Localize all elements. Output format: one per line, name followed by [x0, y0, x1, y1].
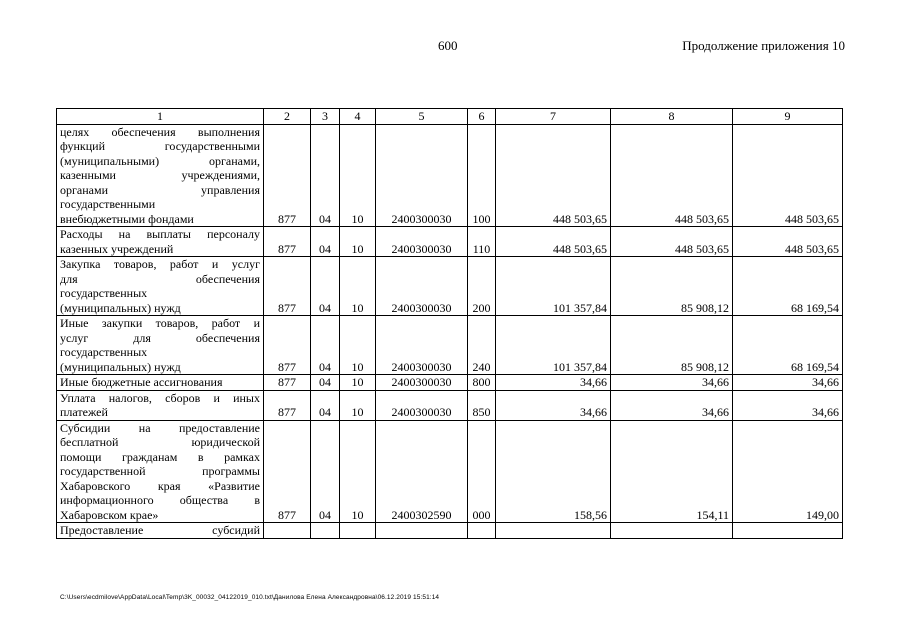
cell-col-5: 2400302590	[376, 420, 468, 523]
cell-col-9	[733, 523, 843, 539]
cell-col-9: 34,66	[733, 390, 843, 420]
row-name-line: бесплатной юридической	[60, 435, 260, 449]
cell-col-8: 34,66	[611, 375, 733, 391]
cell-col-9: 68 169,54	[733, 316, 843, 375]
cell-col-3: 04	[311, 316, 340, 375]
cell-col-3	[311, 523, 340, 539]
row-name-line: государственными	[60, 197, 156, 211]
budget-table	[56, 108, 843, 539]
cell-col-6: 110	[468, 227, 496, 257]
cell-col-4: 10	[340, 257, 376, 316]
cell-col-9: 68 169,54	[733, 257, 843, 316]
row-name-line: платежей	[60, 405, 108, 419]
table-row	[57, 420, 843, 523]
row-name-line: Расходы на выплаты персоналу	[60, 227, 260, 241]
column-header-4: 4	[340, 109, 376, 125]
table-row	[57, 227, 843, 257]
cell-col-4: 10	[340, 316, 376, 375]
cell-col-6: 100	[468, 124, 496, 227]
cell-col-7: 158,56	[496, 420, 611, 523]
cell-col-3: 04	[311, 420, 340, 523]
cell-col-8	[611, 523, 733, 539]
column-header-1: 1	[57, 109, 264, 125]
cell-col-8: 448 503,65	[611, 227, 733, 257]
row-name-cell	[57, 257, 264, 316]
cell-col-7: 448 503,65	[496, 227, 611, 257]
row-name-line: внебюджетными фондами	[60, 211, 194, 226]
row-name-line: государственных	[60, 345, 148, 359]
row-name-line: для обеспечения	[60, 271, 260, 286]
cell-col-8: 448 503,65	[611, 124, 733, 227]
cell-col-5: 2400300030	[376, 227, 468, 257]
row-name-line: казенных учреждений	[60, 241, 174, 256]
cell-col-7: 34,66	[496, 390, 611, 420]
cell-col-2: 877	[264, 390, 311, 420]
page-number: 600	[438, 38, 458, 53]
cell-col-4: 10	[340, 390, 376, 420]
row-name-line: услуг для обеспечения	[60, 330, 260, 345]
row-name-cell	[57, 316, 264, 375]
cell-col-5	[376, 523, 468, 539]
row-name-cell	[57, 420, 264, 523]
cell-col-9: 448 503,65	[733, 227, 843, 257]
row-name-line: казенными учреждениями,	[60, 168, 260, 182]
cell-col-2: 877	[264, 124, 311, 227]
cell-col-3: 04	[311, 375, 340, 391]
column-header-2: 2	[264, 109, 311, 125]
cell-col-7: 448 503,65	[496, 124, 611, 227]
row-name-line: органами управления	[60, 182, 260, 197]
cell-col-5: 2400300030	[376, 375, 468, 391]
cell-col-3: 04	[311, 227, 340, 257]
cell-col-4: 10	[340, 124, 376, 227]
row-name-line: Уплата налогов, сборов и иных	[60, 390, 260, 405]
cell-col-6: 000	[468, 420, 496, 523]
cell-col-8: 85 908,12	[611, 257, 733, 316]
column-header-5: 5	[376, 109, 468, 125]
cell-col-3: 04	[311, 124, 340, 227]
cell-col-8: 154,11	[611, 420, 733, 523]
table-row	[57, 257, 843, 316]
cell-col-6: 240	[468, 316, 496, 375]
cell-col-4: 10	[340, 420, 376, 523]
row-name-line: информационного общества в	[60, 493, 260, 507]
row-name-cell	[57, 124, 264, 227]
cell-col-2: 877	[264, 227, 311, 257]
cell-col-6	[468, 523, 496, 539]
column-header-7: 7	[496, 109, 611, 125]
cell-col-4	[340, 523, 376, 539]
cell-col-7: 101 357,84	[496, 316, 611, 375]
row-name-cell	[57, 523, 264, 539]
row-name-line: (муниципальными) органами,	[60, 153, 260, 168]
file-path-footer: C:\Users\ecdmilove\AppData\Local\Temp\3K_00032_04122019_010.txt\Данилова Елена Александровна\06.12.2019 15:51:14	[60, 594, 440, 601]
row-name-line: государственных	[60, 286, 148, 300]
row-name-line: Субсидии на предоставление	[60, 420, 260, 435]
row-name-line: Предоставление субсидий	[60, 523, 260, 537]
row-name-cell	[57, 227, 264, 257]
cell-col-4: 10	[340, 227, 376, 257]
row-name-line: целях обеспечения выполнения	[60, 124, 260, 139]
table-header-row	[57, 109, 843, 125]
table-row	[57, 390, 843, 420]
row-name-line: государственной программы	[60, 464, 260, 478]
cell-col-7: 34,66	[496, 375, 611, 391]
cell-col-9: 34,66	[733, 375, 843, 391]
row-name-cell	[57, 375, 264, 391]
column-header-3: 3	[311, 109, 340, 125]
row-name-cell	[57, 390, 264, 420]
row-name-line: Иные бюджетные ассигнования	[60, 375, 223, 389]
row-name-line: помощи гражданам в рамках	[60, 449, 260, 464]
cell-col-2: 877	[264, 316, 311, 375]
cell-col-9: 448 503,65	[733, 124, 843, 227]
cell-col-5: 2400300030	[376, 257, 468, 316]
cell-col-8: 34,66	[611, 390, 733, 420]
cell-col-7: 101 357,84	[496, 257, 611, 316]
column-header-6: 6	[468, 109, 496, 125]
column-header-9: 9	[733, 109, 843, 125]
cell-col-5: 2400300030	[376, 124, 468, 227]
row-name-line: (муниципальных) нужд	[60, 300, 181, 315]
table-row	[57, 124, 843, 227]
cell-col-6: 800	[468, 375, 496, 391]
row-name-line: (муниципальных) нужд	[60, 359, 181, 374]
column-header-8: 8	[611, 109, 733, 125]
row-name-line: Хабаровском крае»	[60, 507, 159, 522]
cell-col-5: 2400300030	[376, 316, 468, 375]
cell-col-6: 200	[468, 257, 496, 316]
cell-col-4: 10	[340, 375, 376, 391]
table-row	[57, 316, 843, 375]
cell-col-2: 877	[264, 257, 311, 316]
cell-col-6: 850	[468, 390, 496, 420]
cell-col-5: 2400300030	[376, 390, 468, 420]
cell-col-3: 04	[311, 390, 340, 420]
table-row	[57, 523, 843, 539]
cell-col-3: 04	[311, 257, 340, 316]
continuation-label: Продолжение приложения 10	[682, 38, 845, 53]
cell-col-7	[496, 523, 611, 539]
cell-col-9: 149,00	[733, 420, 843, 523]
cell-col-2: 877	[264, 375, 311, 391]
row-name-line: Хабаровского края «Развитие	[60, 478, 260, 493]
row-name-line: Иные закупки товаров, работ и	[60, 316, 260, 330]
cell-col-8: 85 908,12	[611, 316, 733, 375]
cell-col-2: 877	[264, 420, 311, 523]
row-name-line: Закупка товаров, работ и услуг	[60, 257, 260, 271]
row-name-line: функций государственными	[60, 139, 260, 153]
table-row	[57, 375, 843, 391]
cell-col-2	[264, 523, 311, 539]
